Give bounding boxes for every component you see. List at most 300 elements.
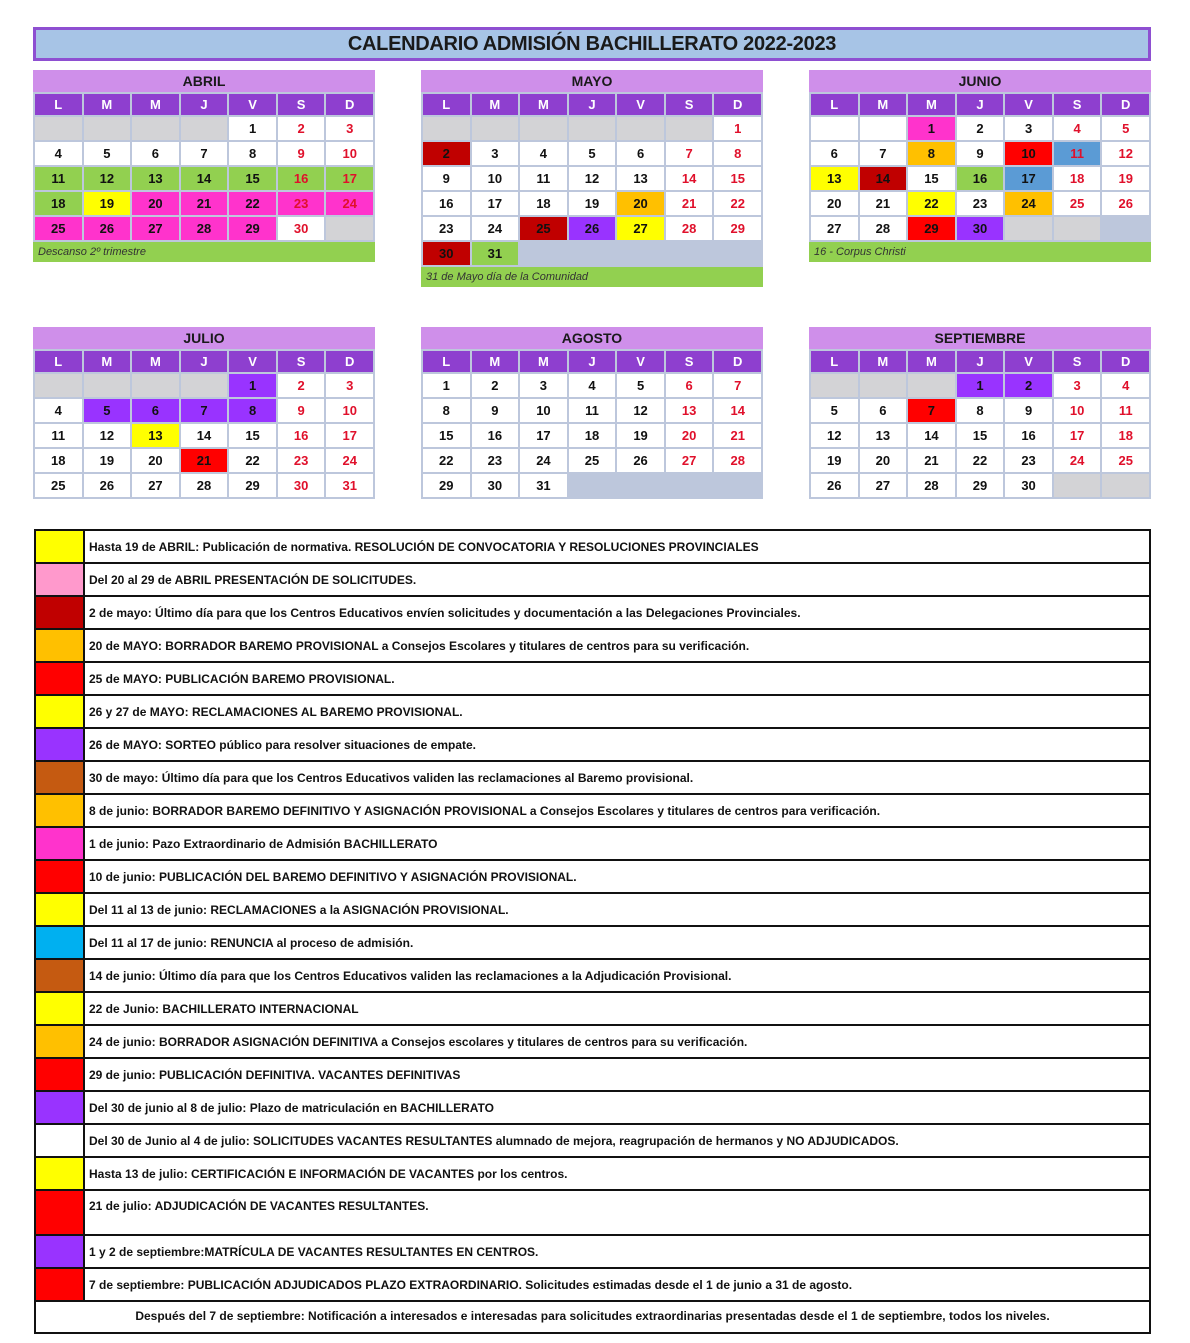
empty-day-cell bbox=[617, 117, 664, 140]
day-cell: 11 bbox=[520, 167, 567, 190]
day-cell: 15 bbox=[423, 424, 470, 447]
day-cell: 31 bbox=[472, 242, 519, 265]
empty-day-cell bbox=[908, 374, 955, 397]
day-cell: 2 bbox=[1005, 374, 1052, 397]
weekday-header: M bbox=[84, 94, 131, 115]
legend-text: Hasta 19 de ABRIL: Publicación de normativa. RESOLUCIÓN DE CONVOCATORIA Y RESOLUCIONES PROVINCIALES bbox=[89, 539, 759, 554]
legend-row bbox=[36, 1158, 1149, 1191]
day-cell: 29 bbox=[714, 217, 761, 240]
day-cell: 22 bbox=[229, 192, 276, 215]
day-cell: 13 bbox=[811, 167, 858, 190]
day-cell: 15 bbox=[229, 424, 276, 447]
empty-day-cell bbox=[811, 374, 858, 397]
day-cell: 1 bbox=[423, 374, 470, 397]
legend-row bbox=[36, 1236, 1149, 1269]
day-cell: 30 bbox=[1005, 474, 1052, 497]
legend-text: 10 de junio: PUBLICACIÓN DEL BAREMO DEFINITIVO Y ASIGNACIÓN PROVISIONAL. bbox=[89, 869, 577, 884]
day-cell: 5 bbox=[84, 142, 131, 165]
legend-row bbox=[36, 1269, 1149, 1302]
day-cell: 10 bbox=[1005, 142, 1052, 165]
legend-color-swatch bbox=[36, 762, 85, 793]
day-cell: 3 bbox=[1005, 117, 1052, 140]
day-cell: 19 bbox=[1102, 167, 1149, 190]
day-cell: 21 bbox=[666, 192, 713, 215]
day-cell: 16 bbox=[423, 192, 470, 215]
legend-text: 29 de junio: PUBLICACIÓN DEFINITIVA. VACANTES DEFINITIVAS bbox=[89, 1067, 461, 1082]
weekday-header: M bbox=[132, 351, 179, 372]
weekday-header: J bbox=[569, 351, 616, 372]
day-cell: 9 bbox=[957, 142, 1004, 165]
weekday-header: M bbox=[132, 94, 179, 115]
weekday-header: V bbox=[229, 351, 276, 372]
day-cell: 20 bbox=[132, 449, 179, 472]
day-cell: 10 bbox=[326, 399, 373, 422]
day-cell: 27 bbox=[666, 449, 713, 472]
day-cell: 17 bbox=[1005, 167, 1052, 190]
empty-day-cell bbox=[1102, 474, 1149, 497]
weekday-header: D bbox=[1102, 351, 1149, 372]
day-cell: 25 bbox=[1102, 449, 1149, 472]
empty-day-cell bbox=[569, 242, 616, 265]
day-cell: 19 bbox=[569, 192, 616, 215]
day-cell: 22 bbox=[957, 449, 1004, 472]
day-cell: 16 bbox=[957, 167, 1004, 190]
weekday-header: M bbox=[520, 351, 567, 372]
day-cell: 1 bbox=[957, 374, 1004, 397]
day-cell: 1 bbox=[908, 117, 955, 140]
legend-text: Del 20 al 29 de ABRIL PRESENTACIÓN DE SOLICITUDES. bbox=[89, 572, 417, 587]
legend-row bbox=[36, 828, 1149, 861]
empty-day-cell bbox=[666, 474, 713, 497]
day-cell: 10 bbox=[326, 142, 373, 165]
day-cell: 4 bbox=[35, 399, 82, 422]
weekday-header: L bbox=[35, 94, 82, 115]
empty-day-cell bbox=[617, 474, 664, 497]
day-cell: 16 bbox=[472, 424, 519, 447]
day-cell: 23 bbox=[278, 449, 325, 472]
weekday-header: D bbox=[326, 94, 373, 115]
day-cell: 27 bbox=[617, 217, 664, 240]
month-abril bbox=[33, 70, 375, 262]
day-cell: 28 bbox=[714, 449, 761, 472]
day-cell: 6 bbox=[811, 142, 858, 165]
day-cell: 17 bbox=[472, 192, 519, 215]
month-note: 31 de Mayo día de la Comunidad bbox=[421, 267, 763, 287]
day-cell: 25 bbox=[35, 474, 82, 497]
day-cell: 9 bbox=[1005, 399, 1052, 422]
legend-color-swatch bbox=[36, 1236, 85, 1267]
day-cell: 6 bbox=[132, 399, 179, 422]
weekday-header: S bbox=[1054, 94, 1101, 115]
legend-row bbox=[36, 1191, 1149, 1236]
day-cell: 16 bbox=[278, 424, 325, 447]
day-cell: 29 bbox=[423, 474, 470, 497]
empty-day-cell bbox=[520, 242, 567, 265]
empty-day-cell bbox=[811, 117, 858, 140]
day-cell: 28 bbox=[666, 217, 713, 240]
legend-text: 26 y 27 de MAYO: RECLAMACIONES AL BAREMO PROVISIONAL. bbox=[89, 704, 463, 719]
day-cell: 18 bbox=[35, 449, 82, 472]
legend-row bbox=[36, 894, 1149, 927]
day-cell: 4 bbox=[1102, 374, 1149, 397]
weekday-header: V bbox=[1005, 351, 1052, 372]
day-cell: 15 bbox=[714, 167, 761, 190]
day-cell: 31 bbox=[520, 474, 567, 497]
legend-row bbox=[36, 630, 1149, 663]
legend-text: Hasta 13 de julio: CERTIFICACIÓN E INFORMACIÓN DE VACANTES por los centros. bbox=[89, 1166, 568, 1181]
page-title: CALENDARIO ADMISIÓN BACHILLERATO 2022-2023 bbox=[33, 27, 1151, 61]
day-cell: 7 bbox=[908, 399, 955, 422]
weekday-header: J bbox=[181, 94, 228, 115]
legend-row bbox=[36, 597, 1149, 630]
legend-text: 14 de junio: Último día para que los Centros Educativos validen las reclamaciones a la Adjudicación Provisional. bbox=[89, 968, 732, 983]
day-cell: 26 bbox=[569, 217, 616, 240]
day-cell: 6 bbox=[666, 374, 713, 397]
weekday-header: L bbox=[811, 351, 858, 372]
weekday-header: L bbox=[423, 351, 470, 372]
weekday-header: M bbox=[472, 351, 519, 372]
day-cell: 7 bbox=[860, 142, 907, 165]
day-cell: 9 bbox=[472, 399, 519, 422]
day-cell: 30 bbox=[957, 217, 1004, 240]
day-cell: 29 bbox=[229, 217, 276, 240]
day-cell: 19 bbox=[84, 192, 131, 215]
empty-day-cell bbox=[35, 374, 82, 397]
empty-day-cell bbox=[472, 117, 519, 140]
legend-row bbox=[36, 927, 1149, 960]
day-cell: 21 bbox=[860, 192, 907, 215]
legend-row bbox=[36, 564, 1149, 597]
day-cell: 30 bbox=[278, 217, 325, 240]
month-title: ABRIL bbox=[33, 70, 375, 92]
day-cell: 11 bbox=[1054, 142, 1101, 165]
day-cell: 23 bbox=[957, 192, 1004, 215]
day-cell: 18 bbox=[1054, 167, 1101, 190]
legend-row bbox=[36, 663, 1149, 696]
day-cell: 5 bbox=[811, 399, 858, 422]
day-cell: 14 bbox=[714, 399, 761, 422]
weekday-header: S bbox=[278, 351, 325, 372]
day-cell: 12 bbox=[84, 167, 131, 190]
day-cell: 27 bbox=[811, 217, 858, 240]
empty-day-cell bbox=[520, 117, 567, 140]
day-cell: 23 bbox=[423, 217, 470, 240]
weekday-header: M bbox=[860, 351, 907, 372]
weekday-header: L bbox=[811, 94, 858, 115]
day-cell: 18 bbox=[1102, 424, 1149, 447]
empty-day-cell bbox=[666, 117, 713, 140]
day-cell: 13 bbox=[617, 167, 664, 190]
day-cell: 2 bbox=[472, 374, 519, 397]
weekday-header: V bbox=[229, 94, 276, 115]
day-cell: 12 bbox=[84, 424, 131, 447]
legend-text: 26 de MAYO: SORTEO público para resolver situaciones de empate. bbox=[89, 737, 477, 752]
empty-day-cell bbox=[132, 117, 179, 140]
legend-color-swatch bbox=[36, 960, 85, 991]
legend-table bbox=[34, 529, 1151, 1334]
empty-day-cell bbox=[1054, 217, 1101, 240]
day-cell: 1 bbox=[229, 374, 276, 397]
day-cell: 7 bbox=[666, 142, 713, 165]
legend-color-swatch bbox=[36, 531, 85, 562]
legend-text: 1 de junio: Pazo Extraordinario de Admisión BACHILLERATO bbox=[89, 836, 438, 851]
day-cell: 8 bbox=[229, 142, 276, 165]
day-cell: 26 bbox=[811, 474, 858, 497]
day-cell: 3 bbox=[1054, 374, 1101, 397]
day-cell: 3 bbox=[326, 117, 373, 140]
day-cell: 6 bbox=[132, 142, 179, 165]
weekday-header: J bbox=[181, 351, 228, 372]
day-cell: 24 bbox=[326, 449, 373, 472]
empty-day-cell bbox=[1005, 217, 1052, 240]
legend-color-swatch bbox=[36, 696, 85, 727]
legend-row bbox=[36, 861, 1149, 894]
day-cell: 28 bbox=[181, 217, 228, 240]
day-cell: 28 bbox=[181, 474, 228, 497]
legend-row bbox=[36, 762, 1149, 795]
day-cell: 18 bbox=[35, 192, 82, 215]
day-cell: 7 bbox=[181, 142, 228, 165]
weekday-header: J bbox=[957, 351, 1004, 372]
day-cell: 16 bbox=[278, 167, 325, 190]
month-note: 16 - Corpus Christi bbox=[809, 242, 1151, 262]
day-cell: 19 bbox=[84, 449, 131, 472]
day-cell: 4 bbox=[520, 142, 567, 165]
day-cell: 11 bbox=[35, 424, 82, 447]
day-cell: 18 bbox=[520, 192, 567, 215]
month-title: MAYO bbox=[421, 70, 763, 92]
weekday-header: M bbox=[860, 94, 907, 115]
legend-color-swatch bbox=[36, 564, 85, 595]
day-cell: 7 bbox=[714, 374, 761, 397]
empty-day-cell bbox=[714, 242, 761, 265]
legend-color-swatch bbox=[36, 729, 85, 760]
day-cell: 2 bbox=[278, 117, 325, 140]
day-cell: 26 bbox=[84, 474, 131, 497]
day-cell: 24 bbox=[472, 217, 519, 240]
day-cell: 14 bbox=[181, 167, 228, 190]
weekday-header: S bbox=[666, 94, 713, 115]
day-cell: 30 bbox=[472, 474, 519, 497]
day-cell: 13 bbox=[132, 424, 179, 447]
legend-row bbox=[36, 1125, 1149, 1158]
day-cell: 10 bbox=[520, 399, 567, 422]
legend-text: 1 y 2 de septiembre:MATRÍCULA DE VACANTES RESULTANTES EN CENTROS. bbox=[89, 1244, 539, 1259]
legend-color-swatch bbox=[36, 1026, 85, 1057]
legend-color-swatch bbox=[36, 597, 85, 628]
weekday-header: D bbox=[1102, 94, 1149, 115]
legend-color-swatch bbox=[36, 630, 85, 661]
empty-day-cell bbox=[84, 117, 131, 140]
day-cell: 24 bbox=[1005, 192, 1052, 215]
day-cell: 24 bbox=[326, 192, 373, 215]
day-cell: 25 bbox=[569, 449, 616, 472]
day-cell: 24 bbox=[1054, 449, 1101, 472]
empty-day-cell bbox=[860, 374, 907, 397]
day-cell: 9 bbox=[423, 167, 470, 190]
legend-color-swatch bbox=[36, 663, 85, 694]
day-cell: 13 bbox=[666, 399, 713, 422]
day-cell: 27 bbox=[132, 217, 179, 240]
legend-text: 30 de mayo: Último día para que los Centros Educativos validen las reclamaciones al Baremo provisional. bbox=[89, 770, 694, 785]
legend-color-swatch bbox=[36, 1125, 85, 1156]
day-cell: 30 bbox=[278, 474, 325, 497]
day-cell: 8 bbox=[908, 142, 955, 165]
empty-day-cell bbox=[423, 117, 470, 140]
day-cell: 5 bbox=[1102, 117, 1149, 140]
empty-day-cell bbox=[181, 374, 228, 397]
day-cell: 20 bbox=[666, 424, 713, 447]
weekday-header: D bbox=[714, 351, 761, 372]
day-cell: 1 bbox=[714, 117, 761, 140]
legend-color-swatch bbox=[36, 993, 85, 1024]
month-mayo bbox=[421, 70, 763, 287]
day-cell: 3 bbox=[472, 142, 519, 165]
legend-color-swatch bbox=[36, 1092, 85, 1123]
day-cell: 22 bbox=[908, 192, 955, 215]
legend-row bbox=[36, 960, 1149, 993]
day-cell: 15 bbox=[908, 167, 955, 190]
legend-final-note: Después del 7 de septiembre: Notificación a interesados e interesadas para solicitudes extraordinarias presentadas desde el 1 de septiembre, todos los niveles. bbox=[135, 1309, 1050, 1323]
weekday-header: M bbox=[908, 351, 955, 372]
empty-day-cell bbox=[666, 242, 713, 265]
day-cell: 4 bbox=[35, 142, 82, 165]
day-cell: 14 bbox=[666, 167, 713, 190]
weekday-header: L bbox=[423, 94, 470, 115]
day-cell: 1 bbox=[229, 117, 276, 140]
day-cell: 9 bbox=[278, 142, 325, 165]
legend-row bbox=[36, 696, 1149, 729]
legend-text: Del 11 al 13 de junio: RECLAMACIONES a la ASIGNACIÓN PROVISIONAL. bbox=[89, 902, 509, 917]
day-cell: 10 bbox=[1054, 399, 1101, 422]
empty-day-cell bbox=[569, 474, 616, 497]
day-cell: 20 bbox=[811, 192, 858, 215]
day-cell: 4 bbox=[569, 374, 616, 397]
day-cell: 22 bbox=[423, 449, 470, 472]
empty-day-cell bbox=[860, 117, 907, 140]
legend-row bbox=[36, 993, 1149, 1026]
day-cell: 22 bbox=[229, 449, 276, 472]
day-cell: 10 bbox=[472, 167, 519, 190]
empty-day-cell bbox=[569, 117, 616, 140]
day-cell: 15 bbox=[957, 424, 1004, 447]
day-cell: 9 bbox=[278, 399, 325, 422]
day-cell: 13 bbox=[132, 167, 179, 190]
empty-day-cell bbox=[35, 117, 82, 140]
month-title: SEPTIEMBRE bbox=[809, 327, 1151, 349]
day-cell: 12 bbox=[617, 399, 664, 422]
month-title: JUNIO bbox=[809, 70, 1151, 92]
day-cell: 23 bbox=[472, 449, 519, 472]
day-cell: 14 bbox=[860, 167, 907, 190]
empty-day-cell bbox=[132, 374, 179, 397]
legend-color-swatch bbox=[36, 1059, 85, 1090]
legend-text: 25 de MAYO: PUBLICACIÓN BAREMO PROVISIONAL. bbox=[89, 671, 395, 686]
month-septiembre bbox=[809, 327, 1151, 499]
day-cell: 12 bbox=[1102, 142, 1149, 165]
month-julio bbox=[33, 327, 375, 499]
day-cell: 29 bbox=[908, 217, 955, 240]
day-cell: 20 bbox=[617, 192, 664, 215]
day-cell: 11 bbox=[1102, 399, 1149, 422]
weekday-header: V bbox=[617, 94, 664, 115]
weekday-header: M bbox=[908, 94, 955, 115]
day-cell: 30 bbox=[423, 242, 470, 265]
day-cell: 21 bbox=[908, 449, 955, 472]
weekday-header: D bbox=[714, 94, 761, 115]
day-cell: 6 bbox=[860, 399, 907, 422]
empty-day-cell bbox=[326, 217, 373, 240]
legend-text: 2 de mayo: Último día para que los Centros Educativos envíen solicitudes y documentación a las Delegaciones Provinciales. bbox=[89, 605, 801, 620]
day-cell: 6 bbox=[617, 142, 664, 165]
day-cell: 16 bbox=[1005, 424, 1052, 447]
legend-text: 24 de junio: BORRADOR ASIGNACIÓN DEFINITIVA a Consejos escolares y titulares de centros para su verificación. bbox=[89, 1034, 748, 1049]
day-cell: 26 bbox=[617, 449, 664, 472]
day-cell: 13 bbox=[860, 424, 907, 447]
weekday-header: M bbox=[520, 94, 567, 115]
weekday-header: S bbox=[278, 94, 325, 115]
empty-day-cell bbox=[1054, 474, 1101, 497]
legend-text: 21 de julio: ADJUDICACIÓN DE VACANTES RESULTANTES. bbox=[89, 1199, 429, 1213]
day-cell: 2 bbox=[957, 117, 1004, 140]
day-cell: 27 bbox=[860, 474, 907, 497]
weekday-header: M bbox=[472, 94, 519, 115]
weekday-header: L bbox=[35, 351, 82, 372]
day-cell: 26 bbox=[84, 217, 131, 240]
day-cell: 21 bbox=[181, 449, 228, 472]
weekday-header: M bbox=[84, 351, 131, 372]
legend-row bbox=[36, 795, 1149, 828]
legend-color-swatch bbox=[36, 1269, 85, 1300]
weekday-header: J bbox=[569, 94, 616, 115]
day-cell: 22 bbox=[714, 192, 761, 215]
day-cell: 19 bbox=[811, 449, 858, 472]
day-cell: 17 bbox=[1054, 424, 1101, 447]
day-cell: 5 bbox=[617, 374, 664, 397]
day-cell: 12 bbox=[569, 167, 616, 190]
weekday-header: S bbox=[666, 351, 713, 372]
month-agosto bbox=[421, 327, 763, 499]
legend-color-swatch bbox=[36, 927, 85, 958]
day-cell: 23 bbox=[278, 192, 325, 215]
day-cell: 25 bbox=[35, 217, 82, 240]
day-cell: 27 bbox=[132, 474, 179, 497]
legend-color-swatch bbox=[36, 795, 85, 826]
day-cell: 14 bbox=[181, 424, 228, 447]
day-cell: 18 bbox=[569, 424, 616, 447]
day-cell: 12 bbox=[811, 424, 858, 447]
legend-color-swatch bbox=[36, 1158, 85, 1189]
legend-text: 22 de Junio: BACHILLERATO INTERNACIONAL bbox=[89, 1001, 359, 1016]
empty-day-cell bbox=[84, 374, 131, 397]
month-junio bbox=[809, 70, 1151, 262]
legend-color-swatch bbox=[36, 894, 85, 925]
day-cell: 8 bbox=[957, 399, 1004, 422]
day-cell: 2 bbox=[278, 374, 325, 397]
day-cell: 21 bbox=[181, 192, 228, 215]
legend-text: 20 de MAYO: BORRADOR BAREMO PROVISIONAL a Consejos Escolares y titulares de centros para su verificación. bbox=[89, 638, 750, 653]
day-cell: 15 bbox=[229, 167, 276, 190]
day-cell: 20 bbox=[132, 192, 179, 215]
day-cell: 29 bbox=[957, 474, 1004, 497]
legend-row bbox=[36, 1092, 1149, 1125]
legend-row bbox=[36, 1059, 1149, 1092]
legend-row bbox=[36, 1026, 1149, 1059]
day-cell: 21 bbox=[714, 424, 761, 447]
day-cell: 17 bbox=[326, 424, 373, 447]
day-cell: 5 bbox=[84, 399, 131, 422]
empty-day-cell bbox=[714, 474, 761, 497]
